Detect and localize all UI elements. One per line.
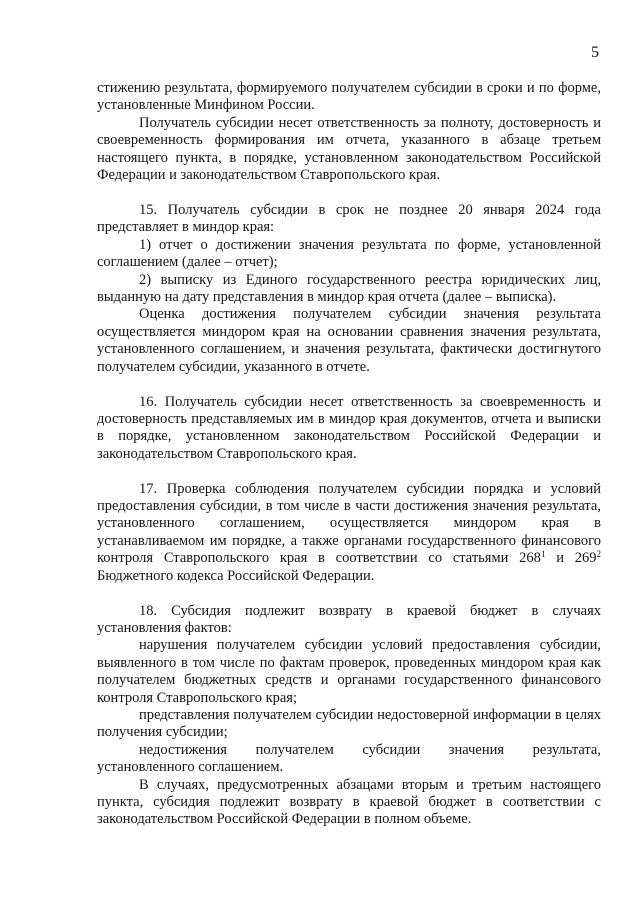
paragraph-item-15-extract: 2) выписку из Единого государственного реестра юридических лиц, выданную на дату представления в миндор края отчета (далее – выписка). — [97, 271, 601, 305]
item-17-text-middle: и 269 — [545, 550, 597, 567]
paragraph-item-16: 16. Получатель субсидии несет ответственность за своевременность и достоверность представляемых им в миндор края документов, отчета и выписки в порядке, установленном законодательством Российской Федерации и законодательством Ставропольского края. — [97, 393, 601, 462]
paragraph-item-15-report: 1) отчет о достижении значения результата по форме, установленной соглашением (далее – отчет); — [97, 236, 601, 271]
paragraph-item-15-assessment: Оценка достижения получателем субсидии значения результата осуществляется миндором края на основании сравнения значения результата, установленного соглашением, и значения результата, фактически достигнутого получателем субсидии, указанного в отчете. — [97, 306, 601, 375]
item-17-text-after: Бюджетного кодекса Российской Федерации. — [97, 567, 375, 584]
superscript-1: 1 — [540, 549, 546, 560]
paragraph-continuation: стижению результата, формируемого получателем субсидии в сроки и по форме, установленные Минфином России. — [97, 80, 601, 114]
paragraph-item-17 — [97, 481, 601, 585]
paragraph-item-18-violation: нарушения получателем субсидии условий предоставления субсидии, выявленного в том числе по фактам проверок, проведенных миндором края как получателем бюджетных средств и органами государственного финансового контроля Ставропольского края; — [97, 637, 601, 706]
paragraph-item-18-false-info: представления получателем субсидии недостоверной информации в целях получения субсидии; — [97, 707, 601, 741]
paragraph-item-18-non-achievement: недостижения получателем субсидии значения результата, установленного соглашением. — [97, 741, 601, 776]
item-17-text-before: 17. Проверка соблюдения получателем субсидии порядка и условий предоставления субсидии, в том числе в части достижения значения результата, установленного соглашением, осуществляется миндором края в устанавливаемом им порядке, а также органами государственного финансового контроля Ставропольского края в соответствии со статьями 268 — [97, 480, 601, 567]
paragraph-item-15: 15. Получатель субсидии в срок не позднее 20 января 2024 года представляет в миндор края: — [97, 201, 601, 236]
paragraph-item-18: 18. Субсидия подлежит возврату в краевой бюджет в случаях установления фактов: — [97, 602, 601, 636]
paragraph-item-18-refund: В случаях, предусмотренных абзацами вторым и третьим настоящего пункта, субсидия подлежит возврату в краевой бюджет в соответствии с законодательством Российской Федерации в полном объеме. — [97, 776, 601, 828]
superscript-2: 2 — [596, 549, 601, 560]
document-body — [97, 80, 601, 829]
paragraph-responsibility-report: Получатель субсидии несет ответственность за полноту, достоверность и своевременность формирования им отчета, указанного в абзаце третьем настоящего пункта, в порядке, установленном законодательством Российской Федерации и законодательством Ставропольского края. — [97, 114, 601, 184]
page-number: 5 — [591, 44, 599, 61]
